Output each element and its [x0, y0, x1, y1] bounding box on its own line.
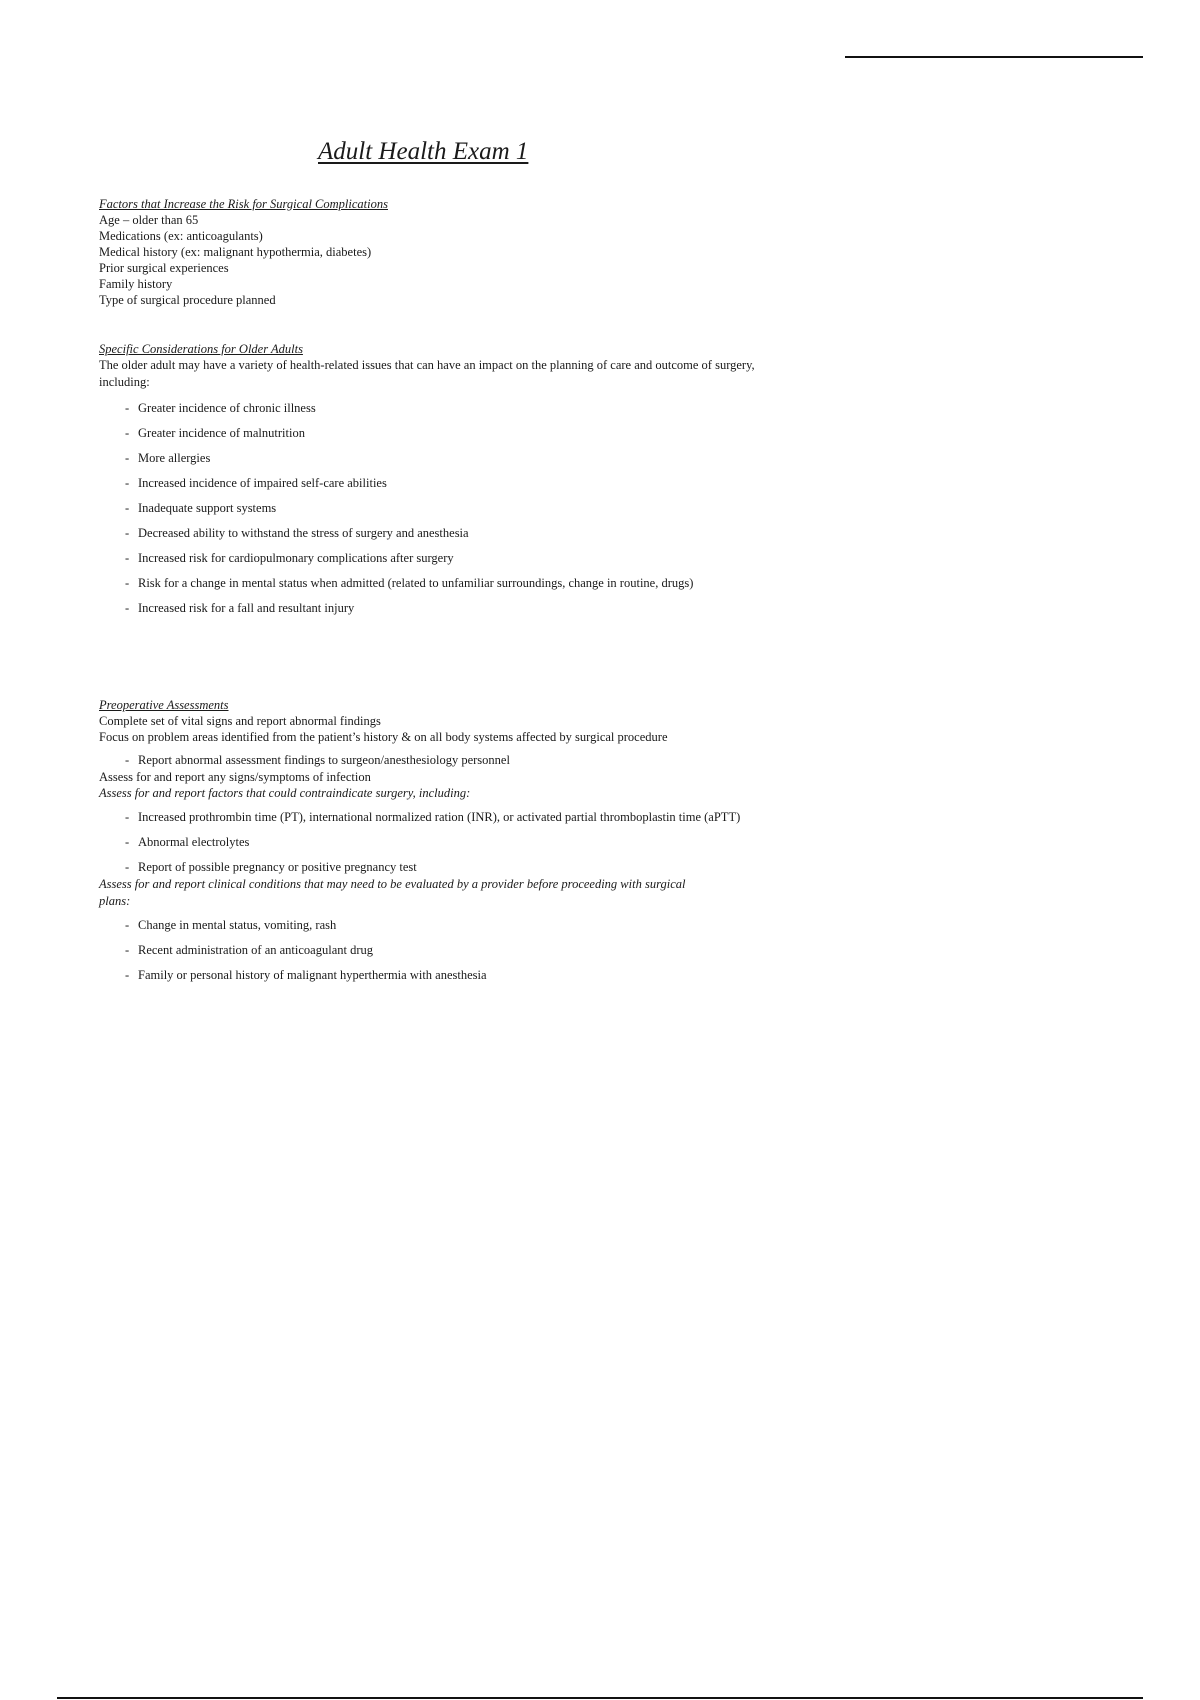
risk-factor-line: Prior surgical experiences [99, 261, 229, 275]
section-older-adults [99, 341, 759, 625]
section-surgical-risk-factors [99, 196, 759, 308]
bullet-marker: - [125, 401, 130, 415]
list-item: - Change in mental status, vomiting, rash [125, 918, 337, 932]
list-item: - Increased risk for a fall and resultant injury [125, 601, 355, 615]
older-adult-considerations-list [99, 400, 759, 617]
bullet-marker: - [125, 551, 130, 565]
bullet-marker: - [125, 576, 130, 590]
section-heading: Preoperative Assessments [99, 698, 229, 712]
clinical-conditions-list [99, 917, 759, 984]
risk-factor-line: Medications (ex: anticoagulants) [99, 229, 263, 243]
bullet-marker: - [125, 526, 130, 540]
list-item: - Increased incidence of impaired self-care abilities [125, 476, 387, 490]
risk-factor-line: Age – older than 65 [99, 213, 199, 227]
risk-factor-line: Family history [99, 277, 173, 291]
list-item: - Report of possible pregnancy or positive pregnancy test [125, 860, 417, 874]
bullet-marker: - [125, 476, 130, 490]
bullet-marker: - [125, 753, 130, 767]
list-item: - Abnormal electrolytes [125, 835, 250, 849]
section-intro: The older adult may have a variety of health-related issues that can have an impact on the planning of care and outcome of surgery, including: [99, 358, 755, 389]
bullet-marker: - [125, 601, 130, 615]
bullet-marker: - [125, 943, 130, 957]
list-item: - Inadequate support systems [125, 501, 277, 515]
assessment-bullets-a [99, 752, 759, 769]
assessment-line: Assess for and report clinical conditions that may need to be evaluated by a provider before proceeding with surgical plans: [99, 877, 686, 908]
list-item: - Risk for a change in mental status when admitted (related to unfamiliar surroundings, change in routine, drugs) [125, 576, 694, 590]
assessment-line: Focus on problem areas identified from the patient’s history & on all body systems affected by surgical procedure [99, 730, 668, 744]
section-preoperative-assessments [99, 697, 759, 984]
header-rule [845, 56, 1143, 58]
assessment-line: Assess for and report any signs/symptoms of infection [99, 770, 371, 784]
risk-factor-line: Type of surgical procedure planned [99, 293, 276, 307]
list-item: - Recent administration of an anticoagulant drug [125, 943, 373, 957]
bullet-marker: - [125, 451, 130, 465]
bullet-marker: - [125, 918, 130, 932]
bullet-marker: - [125, 968, 130, 982]
assessment-line: Assess for and report factors that could contraindicate surgery, including: [99, 786, 471, 800]
footer-rule [57, 1697, 1143, 1699]
bullet-marker: - [125, 501, 130, 515]
list-item: - More allergies [125, 451, 211, 465]
section-heading: Factors that Increase the Risk for Surgical Complications [99, 197, 388, 211]
contraindication-list [99, 809, 759, 876]
list-item: - Greater incidence of malnutrition [125, 426, 305, 440]
list-item: - Greater incidence of chronic illness [125, 401, 316, 415]
list-item: - Family or personal history of malignant hyperthermia with anesthesia [125, 968, 487, 982]
assessment-line: Complete set of vital signs and report abnormal findings [99, 714, 381, 728]
bullet-marker: - [125, 860, 130, 874]
bullet-marker: - [125, 426, 130, 440]
risk-factor-line: Medical history (ex: malignant hypothermia, diabetes) [99, 245, 372, 259]
section-heading: Specific Considerations for Older Adults [99, 342, 303, 356]
list-item: - Decreased ability to withstand the stress of surgery and anesthesia [125, 526, 469, 540]
list-item: - Report abnormal assessment findings to surgeon/anesthesiology personnel [125, 753, 510, 767]
bullet-marker: - [125, 810, 130, 824]
bullet-marker: - [125, 835, 130, 849]
list-item: - Increased risk for cardiopulmonary complications after surgery [125, 551, 454, 565]
document-title: Adult Health Exam 1 [318, 138, 529, 165]
list-item: - Increased prothrombin time (PT), international normalized ration (INR), or activated partial thromboplastin time (aPTT) [125, 810, 741, 824]
